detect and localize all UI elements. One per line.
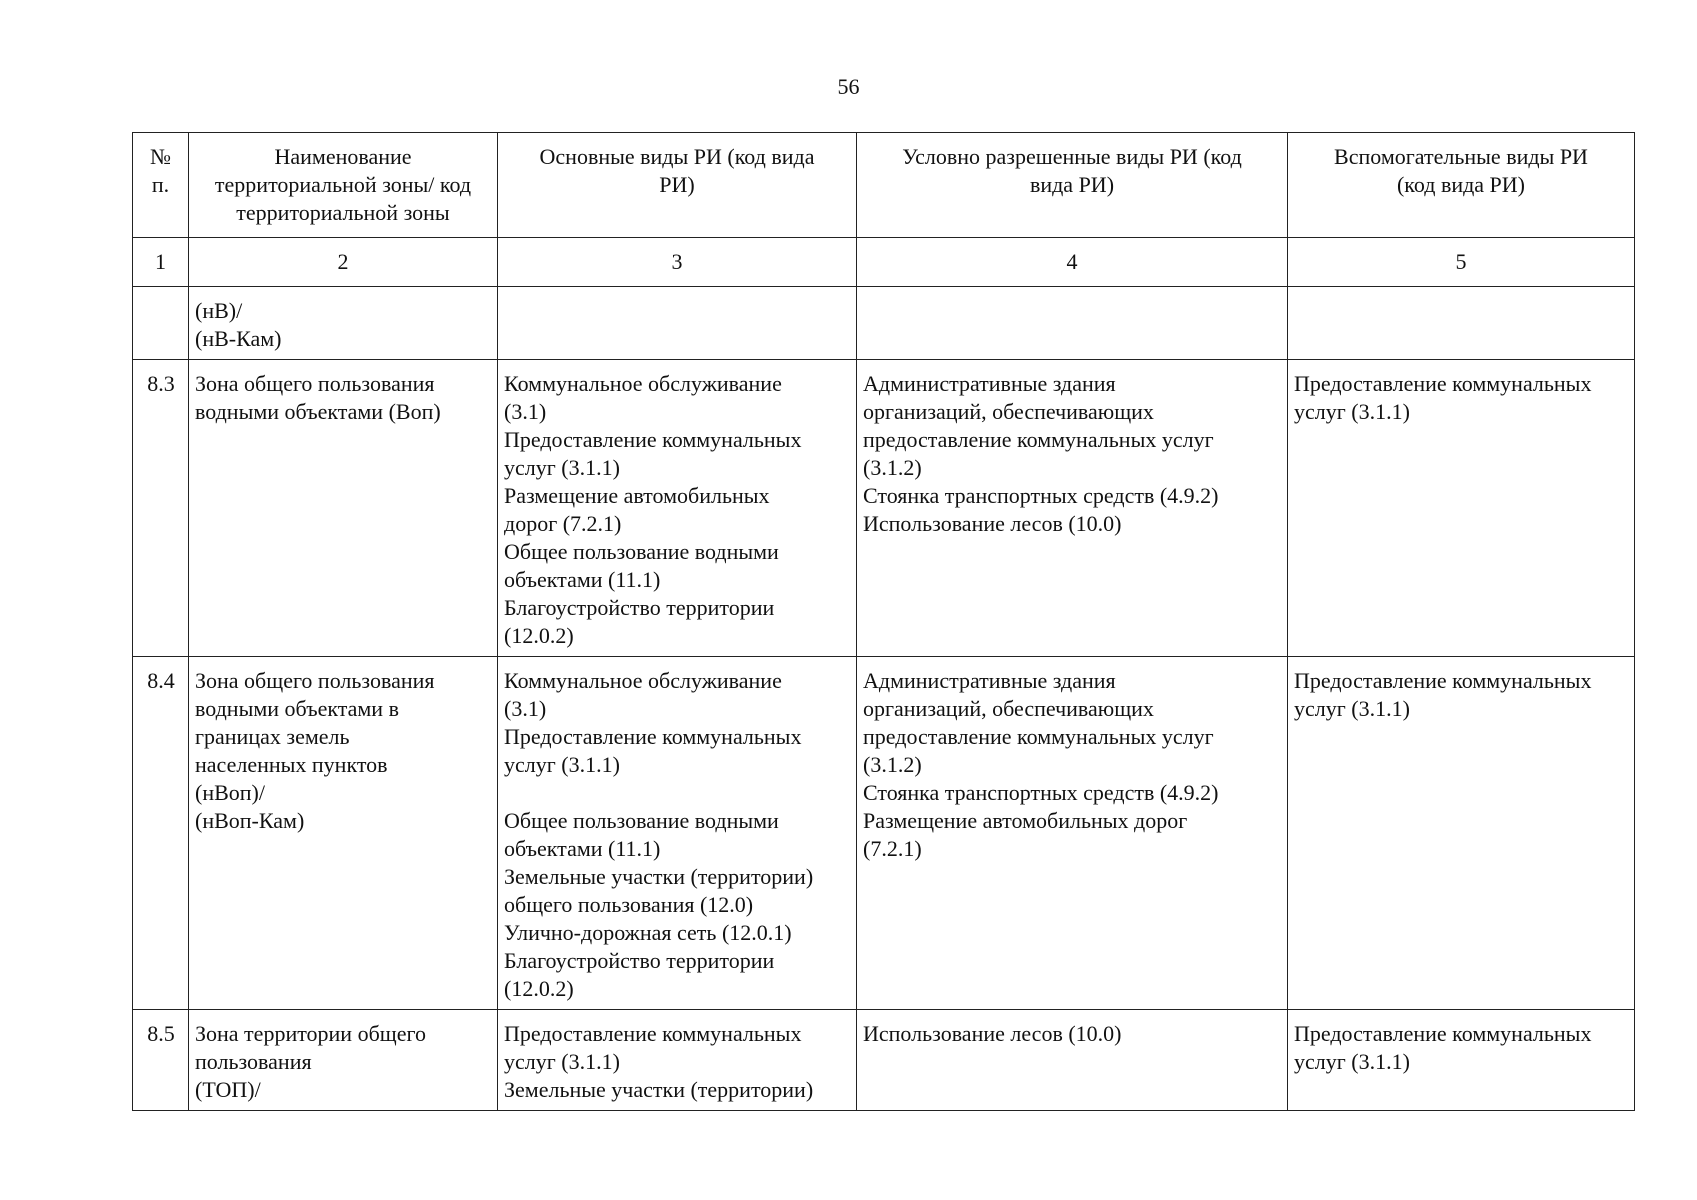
header-auxiliary-uses: Вспомогательные виды РИ (код вида РИ) <box>1288 133 1635 238</box>
row-number <box>133 287 189 360</box>
conditional-uses-cell: Использование лесов (10.0) <box>857 1010 1288 1111</box>
table-row <box>133 657 1635 1010</box>
zone-name-cell: Зона территории общего пользования (ТОП)/ <box>189 1010 498 1111</box>
column-number: 3 <box>498 238 857 287</box>
header-conditional-uses: Условно разрешенные виды РИ (код вида РИ) <box>857 133 1288 238</box>
column-number: 2 <box>189 238 498 287</box>
auxiliary-uses-cell: Предоставление коммунальных услуг (3.1.1) <box>1288 360 1635 657</box>
table-row <box>133 287 1635 360</box>
main-uses-cell: Предоставление коммунальных услуг (3.1.1) Земельные участки (территории) <box>498 1010 857 1111</box>
header-number: № п. <box>133 133 189 238</box>
column-number: 4 <box>857 238 1288 287</box>
row-number: 8.4 <box>133 657 189 1010</box>
main-uses-cell: Коммунальное обслуживание (3.1) Предоставление коммунальных услуг (3.1.1) Размещение автомобильных дорог (7.2.1) Общее пользование водными объектами (11.1) Благоустройство территории (12.0.2) <box>498 360 857 657</box>
auxiliary-uses-cell: Предоставление коммунальных услуг (3.1.1) <box>1288 1010 1635 1111</box>
page-number: 56 <box>837 74 860 99</box>
header-main-uses: Основные виды РИ (код вида РИ) <box>498 133 857 238</box>
land-use-zones-table <box>132 132 1635 1111</box>
header-zone-name: Наименование территориальной зоны/ код территориальной зоны <box>189 133 498 238</box>
conditional-uses-cell <box>857 287 1288 360</box>
auxiliary-uses-cell <box>1288 287 1635 360</box>
row-number: 8.5 <box>133 1010 189 1111</box>
main-uses-cell: Коммунальное обслуживание (3.1) Предоставление коммунальных услуг (3.1.1) Общее пользование водными объектами (11.1) Земельные участки (территории) общего пользования (12.0) Улично-дорожная сеть (12.0.1) Благоустройство территории (12.0.2) <box>498 657 857 1010</box>
column-number-row <box>133 238 1635 287</box>
conditional-uses-cell: Административные здания организаций, обеспечивающих предоставление коммунальных услуг (3.1.2) Стоянка транспортных средств (4.9.2) Использование лесов (10.0) <box>857 360 1288 657</box>
main-uses-cell <box>498 287 857 360</box>
conditional-uses-cell: Административные здания организаций, обеспечивающих предоставление коммунальных услуг (3.1.2) Стоянка транспортных средств (4.9.2) Размещение автомобильных дорог (7.2.1) <box>857 657 1288 1010</box>
table-row <box>133 360 1635 657</box>
table-header-row <box>133 133 1635 238</box>
zone-name-cell: Зона общего пользования водными объектами (Воп) <box>189 360 498 657</box>
row-number: 8.3 <box>133 360 189 657</box>
column-number: 1 <box>133 238 189 287</box>
auxiliary-uses-cell: Предоставление коммунальных услуг (3.1.1) <box>1288 657 1635 1010</box>
column-number: 5 <box>1288 238 1635 287</box>
zone-name-cell: Зона общего пользования водными объектами в границах земель населенных пунктов (нВоп)/ (нВоп-Кам) <box>189 657 498 1010</box>
zone-name-cell: (нВ)/ (нВ-Кам) <box>189 287 498 360</box>
table-row <box>133 1010 1635 1111</box>
